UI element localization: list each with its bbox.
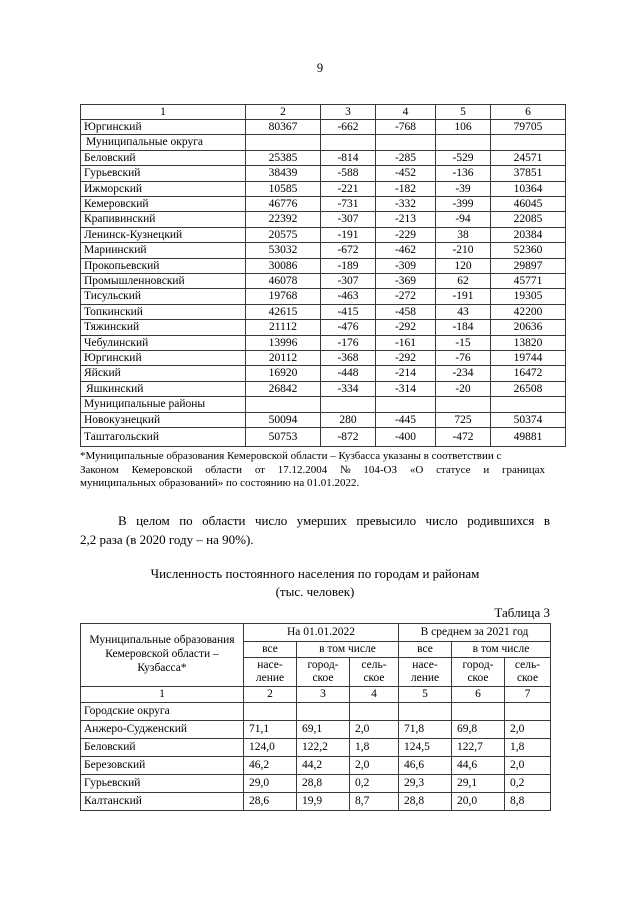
row-value [376,397,436,412]
row-value [452,702,505,720]
subheader-line-2: ское [312,671,334,684]
row-value: 21112 [246,320,321,335]
row-label: Чебулинский [81,335,246,350]
subheader-line-2: ление [255,671,285,684]
subheader-rural-2021 [505,657,551,686]
row-value: 20384 [491,227,566,242]
row-value: 25385 [246,150,321,165]
row-value: -463 [321,289,376,304]
row-value [321,397,376,412]
row-value: 71,1 [244,720,297,738]
row-value: -191 [436,289,491,304]
row-value: -94 [436,212,491,227]
row-value: 0,2 [350,774,399,792]
paragraph-word: в [543,512,550,528]
row-value: -368 [321,351,376,366]
row-value: -136 [436,166,491,181]
table-column-number-row [81,104,566,119]
row-value: -529 [436,150,491,165]
row-label: Новокузнецкий [81,412,246,427]
footnote-word: № [340,463,351,476]
row-value: 52360 [491,243,566,258]
row-value: 16920 [246,366,321,381]
row-value: 26508 [491,381,566,396]
row-value: 71,8 [399,720,452,738]
row-value: -307 [321,212,376,227]
row-value: -161 [376,335,436,350]
paragraph-line-1 [80,511,550,531]
column-number: 7 [505,686,551,702]
row-value: 37851 [491,166,566,181]
row-value: -285 [376,150,436,165]
row-value: 20112 [246,351,321,366]
row-value: 50094 [246,412,321,427]
paragraph-line-2: 2,2 раза (в 2020 году – на 90%). [80,532,254,548]
footnote-line-2 [80,464,545,478]
table-row [81,792,551,810]
row-value: 10585 [246,181,321,196]
row-value: 8,7 [350,792,399,810]
paragraph-word: по [179,512,193,528]
row-value: -472 [436,428,491,447]
paragraph-word: превысило [356,512,417,528]
row-value: -452 [376,166,436,181]
row-value: 53032 [246,243,321,258]
row-value: 122,7 [452,738,505,756]
footnote-word: 104-ОЗ [363,463,398,476]
row-value: -15 [436,335,491,350]
row-value: 28,6 [244,792,297,810]
row-value: 19768 [246,289,321,304]
footnote-line-3: муниципальных образований» по состоянию на 01.01.2022. [80,477,360,490]
column-number: 1 [81,686,244,702]
row-value [376,135,436,150]
row-value: 45771 [491,273,566,288]
column-number: 3 [321,104,376,119]
column-number: 5 [399,686,452,702]
row-label: Тяжинский [81,320,246,335]
stub-header-line-1: Муниципальные образования [89,634,235,647]
subheader-all-2022: все [244,642,297,657]
table-natural-population-change [80,104,566,448]
row-value: -213 [376,212,436,227]
paragraph-word: родившихся [467,512,535,528]
table-row [81,351,566,366]
row-value: -272 [376,289,436,304]
row-label: Юргинский [81,351,246,366]
row-value: 62 [436,273,491,288]
paragraph-word: В [118,512,127,528]
subheader-urban-2022 [297,657,350,686]
row-value: 46045 [491,196,566,211]
row-label: Яшкинский [81,381,246,396]
row-value: 38 [436,227,491,242]
row-value [246,397,321,412]
row-value: -332 [376,196,436,211]
row-label: Беловский [81,738,244,756]
subheader-line-2: ское [363,671,385,684]
row-label: Беловский [81,150,246,165]
row-value: -458 [376,304,436,319]
row-value [436,135,491,150]
table-row [81,720,551,738]
row-value: 50374 [491,412,566,427]
row-label: Анжеро-Судженский [81,720,244,738]
row-label: Березовский [81,756,244,774]
row-value: -210 [436,243,491,258]
row-label: Муниципальные районы [81,397,246,412]
table-row [81,335,566,350]
table-row [81,273,566,288]
row-value: -221 [321,181,376,196]
table-permanent-population [80,623,551,811]
subheader-of-which-2022: в том числе [297,642,399,657]
row-value: 1,8 [505,738,551,756]
row-value: 38439 [246,166,321,181]
row-value: -369 [376,273,436,288]
row-label: Кемеровский [81,196,246,211]
row-value: 29897 [491,258,566,273]
row-value: 10364 [491,181,566,196]
row-value: 8,8 [505,792,551,810]
column-number: 3 [297,686,350,702]
row-value [399,702,452,720]
row-value: 30086 [246,258,321,273]
row-value: -399 [436,196,491,211]
table-group-row [81,135,566,150]
row-value [491,135,566,150]
subheader-line-1: сель- [361,658,387,671]
group-header-average-2021: В среднем за 2021 год [399,623,551,642]
table-row [81,243,566,258]
subheader-all-2021: все [399,642,452,657]
row-value [297,702,350,720]
stub-header [81,623,244,686]
table-row [81,227,566,242]
table-row [81,196,566,211]
paragraph-word: умерших [296,512,347,528]
row-value: 42200 [491,304,566,319]
table-header-row-1 [81,623,551,642]
row-value: -309 [376,258,436,273]
row-value: 20636 [491,320,566,335]
row-value: 2,0 [350,756,399,774]
row-value: 725 [436,412,491,427]
row-value: 49881 [491,428,566,447]
row-label: Калтанский [81,792,244,810]
row-value: 0,2 [505,774,551,792]
row-value: 44,2 [297,756,350,774]
footnote-word: 17.12.2004 [277,463,328,476]
subheader-urban-2021 [452,657,505,686]
row-value: 29,1 [452,774,505,792]
table-population-label: Таблица 3 [494,604,550,620]
page-number: 9 [316,61,324,75]
subheader-of-which-2021: в том числе [452,642,551,657]
row-label: Ленинск-Кузнецкий [81,227,246,242]
column-number: 5 [436,104,491,119]
row-label: Городские округа [81,702,244,720]
row-value: -448 [321,366,376,381]
row-value: -415 [321,304,376,319]
row-value: -292 [376,320,436,335]
subheader-line-1: сель- [514,658,541,671]
subheader-line-1: город- [307,658,339,671]
table-footnote [80,450,545,491]
row-value: 79705 [491,119,566,134]
column-number: 1 [81,104,246,119]
row-value: -307 [321,273,376,288]
row-value: 24571 [491,150,566,165]
table-row [81,397,566,412]
row-value: 50753 [246,428,321,447]
row-value: 2,0 [505,756,551,774]
footnote-word: статусе [436,463,471,476]
table-population-units: (тыс. человек) [275,584,355,600]
row-value: 46,6 [399,756,452,774]
row-value: -588 [321,166,376,181]
row-value: 280 [321,412,376,427]
row-value: -462 [376,243,436,258]
subheader-line-1: насе- [412,658,438,671]
footnote-word: Кемеровской [131,463,193,476]
row-value: 29,3 [399,774,452,792]
subheader-line-2: ское [467,671,489,684]
column-number: 6 [491,104,566,119]
column-number: 2 [244,686,297,702]
body-paragraph [80,511,550,550]
row-value: 13820 [491,335,566,350]
table-row [81,212,566,227]
row-label: Промышленновский [81,273,246,288]
subheader-rural-2022 [350,657,399,686]
column-number: 6 [452,686,505,702]
row-value: -191 [321,227,376,242]
row-value: 1,8 [350,738,399,756]
column-number: 2 [246,104,321,119]
subheader-population-2022 [244,657,297,686]
row-value: 16472 [491,366,566,381]
subheader-population-2021 [399,657,452,686]
footnote-word: и [483,463,490,476]
table-row [81,258,566,273]
row-value: -234 [436,366,491,381]
row-value: 43 [436,304,491,319]
row-value: 46078 [246,273,321,288]
row-value: -872 [321,428,376,447]
stub-header-line-2: Кемеровской области – [105,648,219,661]
row-value: -182 [376,181,436,196]
row-label: Таштагольский [81,428,246,447]
row-value: 19305 [491,289,566,304]
table-population-title [80,565,550,602]
table-row [81,366,566,381]
footnote-word: «О [409,463,424,476]
paragraph-word: число [254,512,288,528]
row-value: -400 [376,428,436,447]
table-row [81,412,566,427]
row-value [491,397,566,412]
row-value: -184 [436,320,491,335]
table-row [81,304,566,319]
row-value: -314 [376,381,436,396]
table-total-row [81,428,566,447]
footnote-word: границах [502,463,545,476]
table-row [81,150,566,165]
row-label: Яйский [81,366,246,381]
table-row [81,756,551,774]
row-value: 106 [436,119,491,134]
table-row [81,119,566,134]
row-label: Юргинский [81,119,246,134]
row-value: -731 [321,196,376,211]
table-row [81,166,566,181]
paragraph-word: области [202,512,246,528]
row-value: 22085 [491,212,566,227]
subheader-line-2: ское [516,671,539,684]
table-group-row [81,702,551,720]
table-row [81,738,551,756]
row-value: -768 [376,119,436,134]
row-value: 13996 [246,335,321,350]
row-value: 20575 [246,227,321,242]
footnote-word: Законом [80,463,119,476]
row-value: -76 [436,351,491,366]
row-value: -814 [321,150,376,165]
row-value: -672 [321,243,376,258]
subheader-line-1: город- [462,658,494,671]
row-label: Топкинский [81,304,246,319]
row-value: -214 [376,366,436,381]
row-value [350,702,399,720]
row-value: 46,2 [244,756,297,774]
table-population-body [81,623,551,810]
row-value: 19744 [491,351,566,366]
row-label: Прокопьевский [81,258,246,273]
paragraph-word: целом [136,512,170,528]
row-value: 19,9 [297,792,350,810]
row-value: -292 [376,351,436,366]
row-value: 46776 [246,196,321,211]
subheader-line-2: ление [410,671,440,684]
stub-header-line-3: Кузбасса* [137,661,187,674]
row-value [246,135,321,150]
paragraph-word: число [425,512,458,528]
row-value: 122,2 [297,738,350,756]
group-header-2022: На 01.01.2022 [244,623,399,642]
table-row [81,181,566,196]
row-value: 69,1 [297,720,350,738]
row-value [436,397,491,412]
row-label: Муниципальные округа [81,135,246,150]
row-value: 2,0 [350,720,399,738]
footnote-word: области [205,463,243,476]
row-label: Ижморский [81,181,246,196]
row-value [244,702,297,720]
row-value [505,702,551,720]
row-value: -229 [376,227,436,242]
row-value: 120 [436,258,491,273]
row-value: -39 [436,181,491,196]
column-number: 4 [376,104,436,119]
table-column-number-row [81,686,551,702]
row-label: Гурьевский [81,774,244,792]
table-continued-body [81,104,566,447]
row-value: 29,0 [244,774,297,792]
row-value: -189 [321,258,376,273]
row-value: 2,0 [505,720,551,738]
row-value: -334 [321,381,376,396]
subheader-line-1: насе- [257,658,283,671]
row-value: 42615 [246,304,321,319]
row-value: 44,6 [452,756,505,774]
row-value: 124,5 [399,738,452,756]
row-value [321,135,376,150]
table-row [81,289,566,304]
table-row [81,774,551,792]
row-value: -476 [321,320,376,335]
table-group-row [81,381,566,396]
footnote-word: от [254,463,265,476]
row-value: -662 [321,119,376,134]
table-row [81,320,566,335]
row-value: 20,0 [452,792,505,810]
row-label: Гурьевский [81,166,246,181]
row-value: 28,8 [399,792,452,810]
row-value: 22392 [246,212,321,227]
row-value: 26842 [246,381,321,396]
row-value: 80367 [246,119,321,134]
table-population-title-main: Численность постоянного населения по городам и районам [150,565,480,581]
row-label: Мариинский [81,243,246,258]
row-value: 28,8 [297,774,350,792]
row-value: -176 [321,335,376,350]
column-number: 4 [350,686,399,702]
row-value: 124,0 [244,738,297,756]
row-value: 69,8 [452,720,505,738]
row-value: -20 [436,381,491,396]
row-label: Крапивинский [81,212,246,227]
row-value: -445 [376,412,436,427]
row-label: Тисульский [81,289,246,304]
footnote-line-1: *Муниципальные образования Кемеровской области – Кузбасса указаны в соответствии с [80,450,502,463]
